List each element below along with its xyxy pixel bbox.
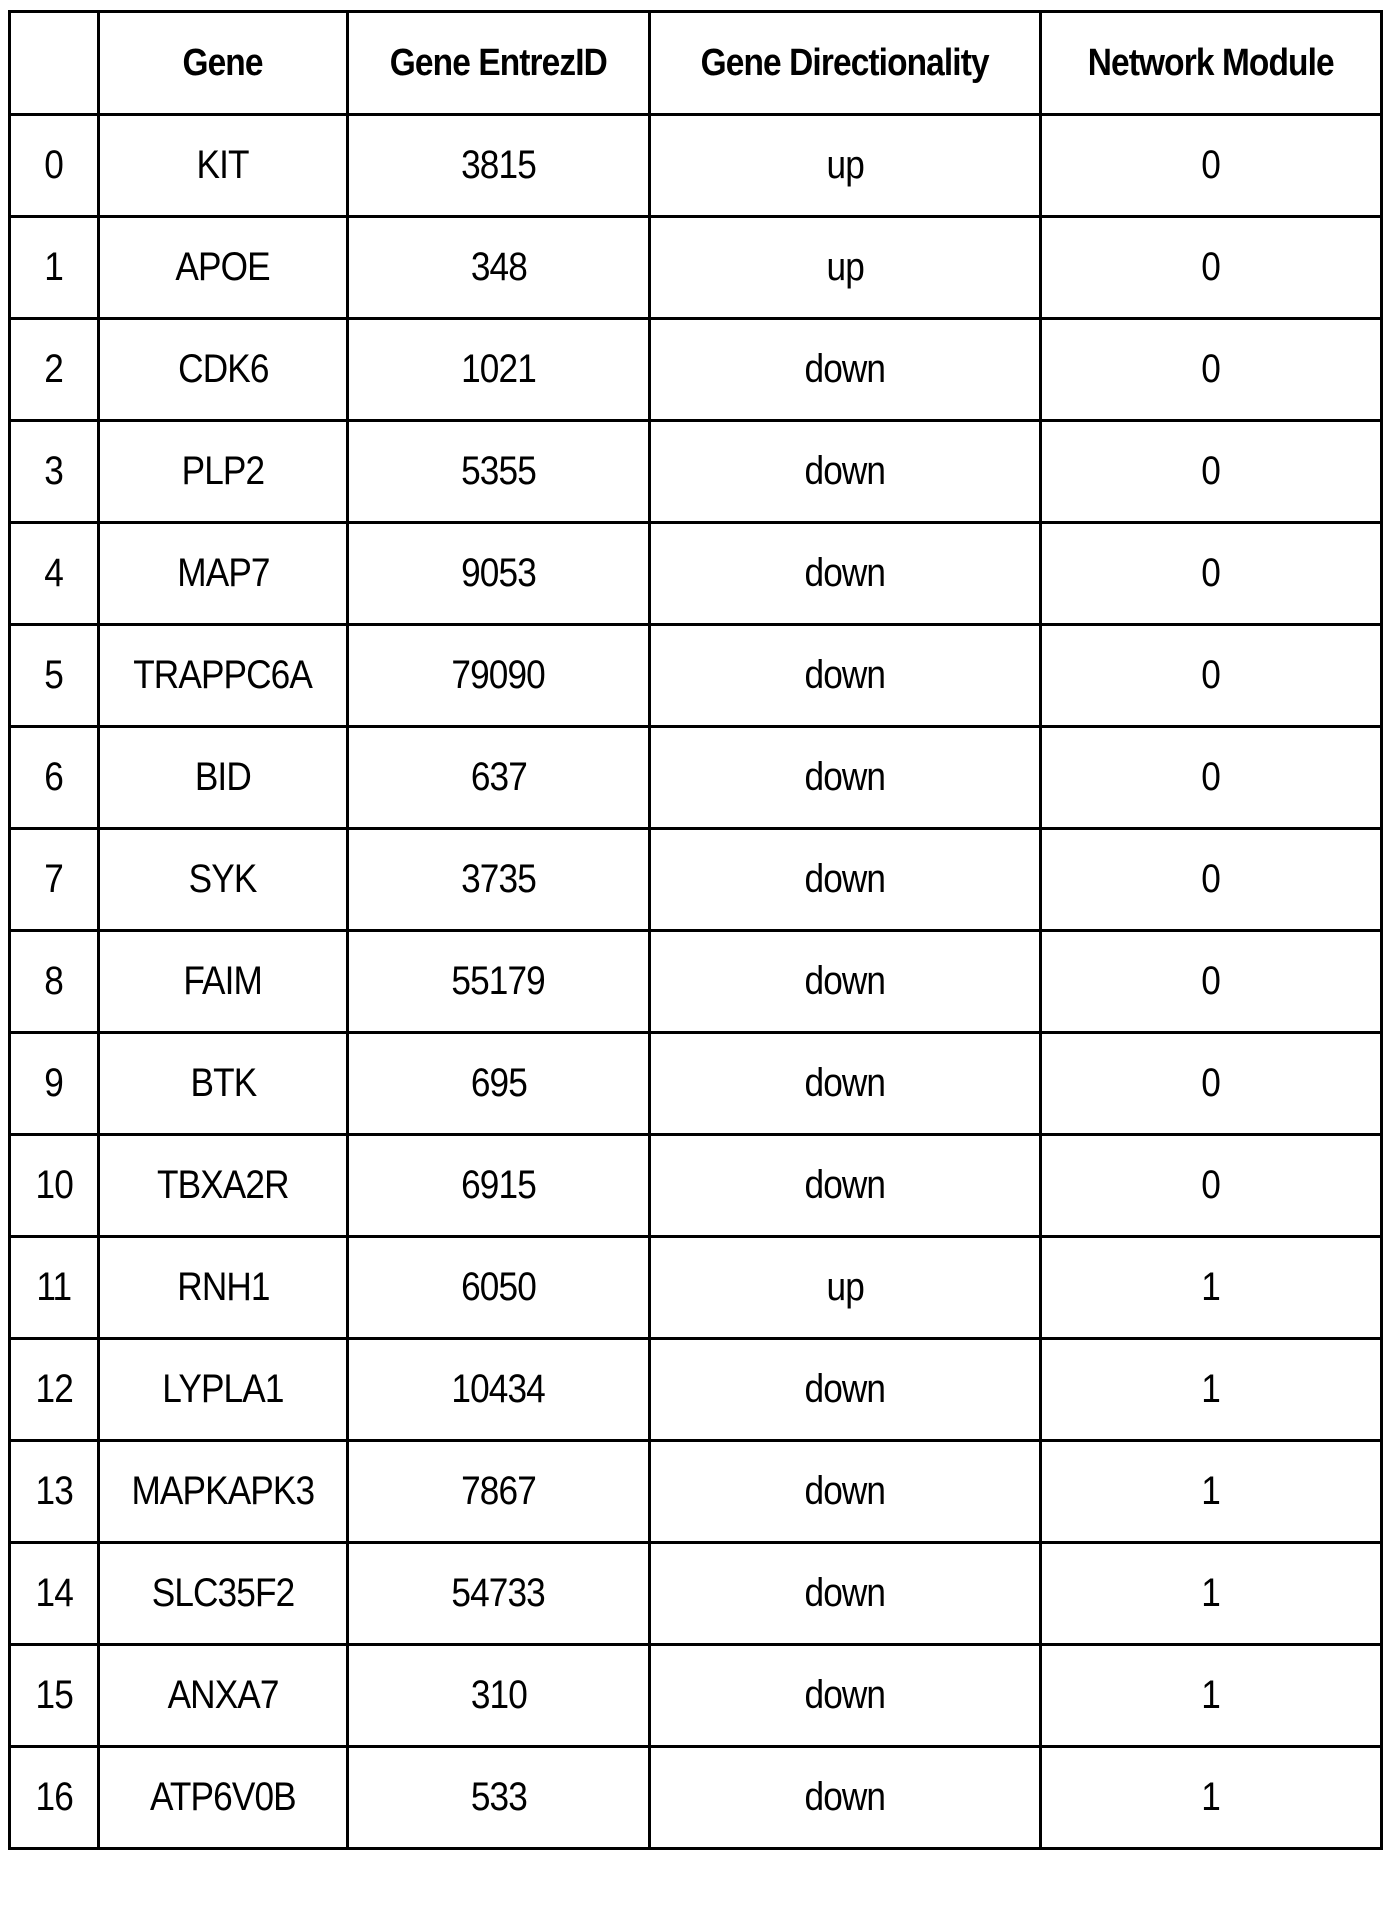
cell-entrez-id xyxy=(348,1747,650,1849)
cell-entrez-id-text: 3735 xyxy=(461,857,536,901)
cell-directionality xyxy=(650,625,1041,727)
table-row xyxy=(10,1441,1382,1543)
cell-entrez-id-text: 637 xyxy=(470,755,527,799)
cell-index xyxy=(10,1441,99,1543)
cell-entrez-id xyxy=(348,115,650,217)
cell-gene-text: SLC35F2 xyxy=(151,1571,295,1615)
cell-network-module xyxy=(1041,1441,1382,1543)
cell-network-module-text: 1 xyxy=(1201,1469,1221,1513)
cell-network-module xyxy=(1041,115,1382,217)
cell-directionality xyxy=(650,421,1041,523)
cell-index-text: 13 xyxy=(35,1469,73,1513)
cell-directionality xyxy=(650,523,1041,625)
cell-entrez-id-text: 6915 xyxy=(461,1163,536,1207)
cell-network-module xyxy=(1041,1747,1382,1849)
cell-gene-text: SYK xyxy=(189,857,257,901)
cell-index-text: 4 xyxy=(44,551,64,595)
cell-directionality-text: down xyxy=(804,653,886,697)
cell-network-module-text: 0 xyxy=(1201,1163,1221,1207)
table-row xyxy=(10,1339,1382,1441)
cell-index xyxy=(10,931,99,1033)
cell-directionality-text: down xyxy=(804,1673,886,1717)
cell-gene xyxy=(99,1237,348,1339)
cell-network-module-text: 1 xyxy=(1201,1673,1221,1717)
cell-gene-text: ANXA7 xyxy=(167,1673,279,1717)
cell-entrez-id xyxy=(348,1339,650,1441)
cell-directionality-text: down xyxy=(804,347,886,391)
cell-network-module xyxy=(1041,421,1382,523)
table-body xyxy=(10,115,1382,1849)
cell-gene-text: CDK6 xyxy=(177,347,269,391)
cell-entrez-id xyxy=(348,1237,650,1339)
cell-network-module xyxy=(1041,1237,1382,1339)
cell-gene xyxy=(99,1645,348,1747)
cell-index xyxy=(10,421,99,523)
cell-directionality xyxy=(650,115,1041,217)
cell-gene xyxy=(99,625,348,727)
cell-directionality-text: down xyxy=(804,449,886,493)
cell-network-module-text: 0 xyxy=(1201,653,1221,697)
cell-network-module xyxy=(1041,1543,1382,1645)
cell-gene xyxy=(99,1747,348,1849)
cell-directionality xyxy=(650,1441,1041,1543)
cell-directionality-text: down xyxy=(804,1061,886,1105)
cell-network-module xyxy=(1041,727,1382,829)
cell-gene-text: FAIM xyxy=(183,959,263,1003)
cell-entrez-id xyxy=(348,217,650,319)
cell-entrez-id xyxy=(348,1645,650,1747)
cell-gene-text: KIT xyxy=(196,143,250,187)
cell-directionality-text: up xyxy=(826,143,864,187)
cell-gene-text: TBXA2R xyxy=(157,1163,289,1207)
cell-gene xyxy=(99,1033,348,1135)
cell-entrez-id xyxy=(348,319,650,421)
cell-index xyxy=(10,625,99,727)
table-row xyxy=(10,625,1382,727)
cell-directionality-text: down xyxy=(804,857,886,901)
cell-directionality xyxy=(650,1135,1041,1237)
cell-entrez-id xyxy=(348,625,650,727)
cell-directionality-text: down xyxy=(804,1571,886,1615)
cell-index xyxy=(10,319,99,421)
cell-entrez-id-text: 695 xyxy=(470,1061,527,1105)
cell-entrez-id-text: 54733 xyxy=(451,1571,546,1615)
cell-directionality-text: down xyxy=(804,551,886,595)
cell-index xyxy=(10,1645,99,1747)
cell-network-module xyxy=(1041,1339,1382,1441)
cell-directionality xyxy=(650,829,1041,931)
cell-network-module xyxy=(1041,625,1382,727)
cell-entrez-id xyxy=(348,931,650,1033)
cell-entrez-id xyxy=(348,1033,650,1135)
cell-index xyxy=(10,523,99,625)
cell-network-module-text: 0 xyxy=(1201,755,1221,799)
cell-directionality-text: down xyxy=(804,1367,886,1411)
cell-index-text: 12 xyxy=(35,1367,73,1411)
cell-index-text: 15 xyxy=(35,1673,73,1717)
cell-entrez-id-text: 10434 xyxy=(451,1367,546,1411)
cell-index-text: 16 xyxy=(35,1775,73,1819)
cell-directionality-text: down xyxy=(804,755,886,799)
cell-index-text: 6 xyxy=(44,755,64,799)
table-row xyxy=(10,1135,1382,1237)
cell-network-module-text: 1 xyxy=(1201,1265,1221,1309)
cell-gene-text: BID xyxy=(194,755,252,799)
cell-index xyxy=(10,1339,99,1441)
cell-index-text: 0 xyxy=(44,143,64,187)
cell-gene xyxy=(99,217,348,319)
cell-index xyxy=(10,1135,99,1237)
table-row xyxy=(10,931,1382,1033)
cell-index xyxy=(10,727,99,829)
cell-entrez-id-text: 55179 xyxy=(451,959,546,1003)
cell-index xyxy=(10,1747,99,1849)
cell-directionality xyxy=(650,1645,1041,1747)
table-row xyxy=(10,829,1382,931)
cell-index-text: 14 xyxy=(35,1571,73,1615)
table-row xyxy=(10,523,1382,625)
cell-network-module-text: 0 xyxy=(1201,857,1221,901)
cell-network-module-text: 0 xyxy=(1201,959,1221,1003)
cell-entrez-id-text: 7867 xyxy=(461,1469,536,1513)
cell-entrez-id xyxy=(348,829,650,931)
cell-gene xyxy=(99,931,348,1033)
table-row xyxy=(10,1237,1382,1339)
cell-directionality xyxy=(650,1033,1041,1135)
cell-directionality-text: down xyxy=(804,1163,886,1207)
cell-entrez-id xyxy=(348,1135,650,1237)
cell-index-text: 7 xyxy=(44,857,64,901)
header-network-module: Network Module xyxy=(1041,12,1382,115)
cell-network-module xyxy=(1041,1645,1382,1747)
table-row xyxy=(10,421,1382,523)
cell-entrez-id xyxy=(348,421,650,523)
cell-index-text: 10 xyxy=(35,1163,73,1207)
header-directionality: Gene Directionality xyxy=(650,12,1041,115)
cell-index-text: 5 xyxy=(44,653,64,697)
cell-gene-text: TRAPPC6A xyxy=(133,653,313,697)
cell-network-module-text: 0 xyxy=(1201,143,1221,187)
cell-gene xyxy=(99,319,348,421)
cell-entrez-id-text: 3815 xyxy=(461,143,536,187)
table-header-row xyxy=(10,12,1382,115)
cell-index-text: 11 xyxy=(36,1265,72,1309)
cell-directionality-text: down xyxy=(804,1775,886,1819)
cell-index-text: 2 xyxy=(44,347,64,391)
cell-index-text: 8 xyxy=(44,959,64,1003)
cell-directionality xyxy=(650,727,1041,829)
cell-directionality xyxy=(650,931,1041,1033)
cell-index xyxy=(10,1543,99,1645)
cell-gene-text: MAP7 xyxy=(176,551,270,595)
cell-directionality xyxy=(650,1747,1041,1849)
header-index xyxy=(10,12,99,115)
header-entrez-id: Gene EntrezID xyxy=(348,12,650,115)
table-row xyxy=(10,1543,1382,1645)
cell-index xyxy=(10,829,99,931)
cell-network-module-text: 1 xyxy=(1201,1571,1221,1615)
cell-entrez-id-text: 5355 xyxy=(461,449,536,493)
cell-index xyxy=(10,1033,99,1135)
gene-table xyxy=(8,10,1383,1850)
cell-entrez-id-text: 9053 xyxy=(461,551,536,595)
cell-directionality xyxy=(650,319,1041,421)
table-row xyxy=(10,727,1382,829)
cell-entrez-id-text: 6050 xyxy=(461,1265,536,1309)
cell-network-module xyxy=(1041,319,1382,421)
cell-network-module xyxy=(1041,931,1382,1033)
table-row xyxy=(10,319,1382,421)
cell-entrez-id xyxy=(348,1543,650,1645)
table-row xyxy=(10,1645,1382,1747)
cell-network-module xyxy=(1041,1033,1382,1135)
cell-index-text: 3 xyxy=(44,449,64,493)
cell-network-module-text: 0 xyxy=(1201,551,1221,595)
cell-directionality xyxy=(650,1237,1041,1339)
cell-directionality xyxy=(650,1339,1041,1441)
cell-index-text: 9 xyxy=(44,1061,64,1105)
cell-entrez-id-text: 533 xyxy=(470,1775,527,1819)
cell-network-module-text: 1 xyxy=(1201,1775,1221,1819)
cell-gene-text: LYPLA1 xyxy=(162,1367,284,1411)
cell-gene-text: RNH1 xyxy=(176,1265,270,1309)
cell-network-module xyxy=(1041,829,1382,931)
cell-directionality-text: up xyxy=(826,1265,864,1309)
cell-entrez-id-text: 79090 xyxy=(451,653,546,697)
cell-directionality xyxy=(650,217,1041,319)
cell-network-module-text: 0 xyxy=(1201,245,1221,289)
cell-network-module xyxy=(1041,217,1382,319)
cell-network-module-text: 0 xyxy=(1201,1061,1221,1105)
cell-entrez-id-text: 1021 xyxy=(461,347,536,391)
cell-gene xyxy=(99,421,348,523)
cell-network-module xyxy=(1041,1135,1382,1237)
cell-entrez-id-text: 348 xyxy=(470,245,527,289)
cell-directionality-text: down xyxy=(804,1469,886,1513)
cell-gene xyxy=(99,1543,348,1645)
cell-index-text: 1 xyxy=(44,245,64,289)
cell-network-module-text: 0 xyxy=(1201,449,1221,493)
cell-index xyxy=(10,115,99,217)
cell-gene xyxy=(99,115,348,217)
cell-gene-text: ATP6V0B xyxy=(150,1775,296,1819)
cell-directionality-text: down xyxy=(804,959,886,1003)
cell-network-module-text: 1 xyxy=(1201,1367,1221,1411)
cell-network-module xyxy=(1041,523,1382,625)
cell-gene-text: BTK xyxy=(190,1061,256,1105)
cell-network-module-text: 0 xyxy=(1201,347,1221,391)
cell-gene xyxy=(99,1339,348,1441)
table-row xyxy=(10,115,1382,217)
table-row xyxy=(10,1747,1382,1849)
cell-index xyxy=(10,1237,99,1339)
cell-gene xyxy=(99,523,348,625)
header-gene: Gene xyxy=(99,12,348,115)
cell-directionality-text: up xyxy=(826,245,864,289)
cell-gene xyxy=(99,1441,348,1543)
cell-entrez-id xyxy=(348,727,650,829)
cell-entrez-id xyxy=(348,1441,650,1543)
cell-gene-text: MAPKAPK3 xyxy=(131,1469,315,1513)
table-row xyxy=(10,1033,1382,1135)
cell-entrez-id-text: 310 xyxy=(470,1673,527,1717)
cell-gene xyxy=(99,829,348,931)
cell-entrez-id xyxy=(348,523,650,625)
cell-gene xyxy=(99,1135,348,1237)
cell-gene-text: PLP2 xyxy=(181,449,265,493)
cell-index xyxy=(10,217,99,319)
cell-gene xyxy=(99,727,348,829)
table-row xyxy=(10,217,1382,319)
cell-directionality xyxy=(650,1543,1041,1645)
cell-gene-text: APOE xyxy=(175,245,271,289)
